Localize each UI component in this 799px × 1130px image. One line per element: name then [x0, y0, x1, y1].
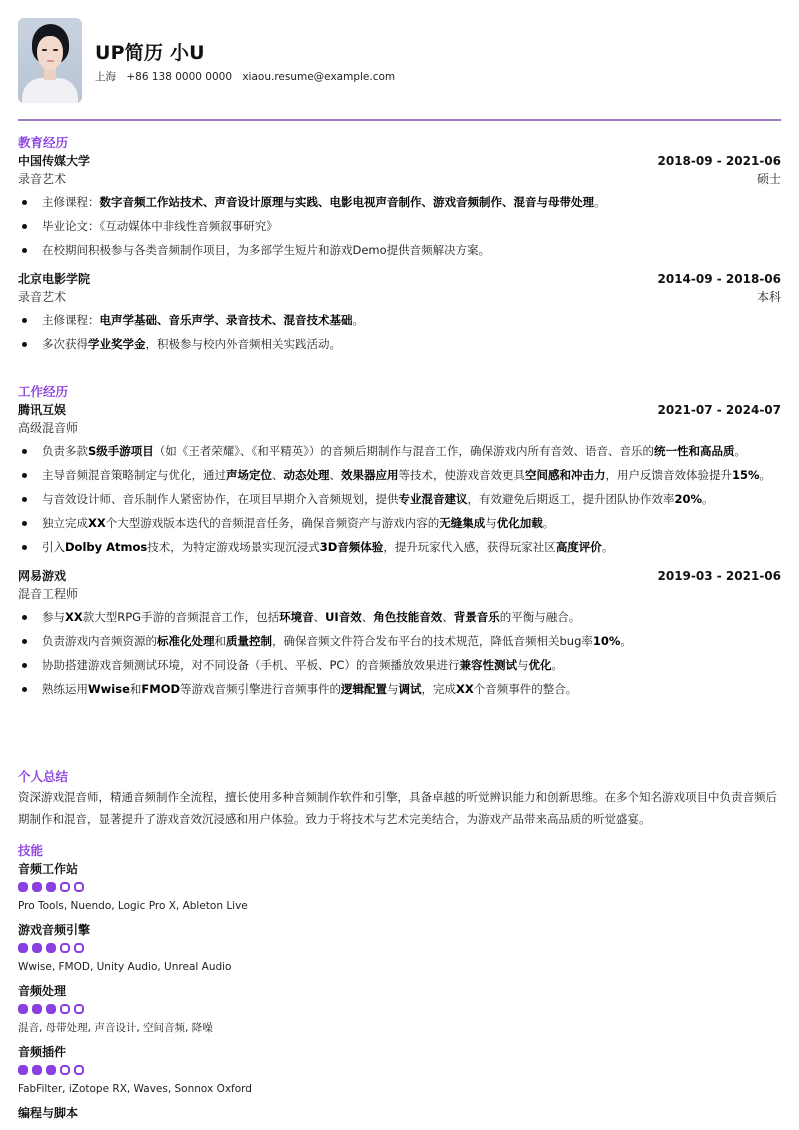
highlight-text: UI音效 [325, 610, 362, 624]
empty-dot-icon [60, 1065, 70, 1075]
work-date: 2019-03 - 2021-06 [657, 569, 781, 583]
skill-level-rating [18, 1000, 781, 1018]
highlight-text: 动态处理 [283, 468, 330, 482]
list-item: 主修课程：数字音频工作站技术、声音设计原理与实践、电影电视声音制作、游戏音频制作、混音与母带处理。 [18, 192, 781, 212]
work-date: 2021-07 - 2024-07 [657, 403, 781, 417]
highlight-text: 效果器应用 [341, 468, 399, 482]
highlight-text: XX [88, 516, 106, 530]
skill-level-rating [18, 1061, 781, 1079]
highlight-text: 环境音 [279, 610, 314, 624]
highlight-text: FMOD [141, 682, 181, 696]
education-entry [18, 270, 781, 354]
skill-level-rating [18, 878, 781, 896]
education-entry [18, 152, 781, 260]
highlight-text: 空间感和冲击力 [525, 468, 606, 482]
list-item: 多次获得学业奖学金，积极参与校内外音频相关实践活动。 [18, 334, 781, 354]
filled-dot-icon [46, 943, 56, 953]
highlight-text: 逻辑配置 [341, 682, 388, 696]
education-title: 教育经历 [18, 135, 69, 150]
filled-dot-icon [46, 1065, 56, 1075]
skills-title: 技能 [18, 843, 44, 858]
skill-level-rating [18, 939, 781, 957]
list-item: 在校期间积极参与各类音频制作项目，为多部学生短片和游戏Demo提供音频解决方案。 [18, 240, 781, 260]
highlight-text: 声场定位 [226, 468, 272, 482]
highlight-text: 学业奖学金 [88, 337, 146, 351]
empty-dot-icon [74, 943, 84, 953]
highlight-text: 无缝集成 [439, 516, 486, 530]
skill-name: 音频插件 [18, 1045, 67, 1059]
bullet-list [18, 192, 781, 260]
highlight-text: 标准化处理 [157, 634, 215, 648]
list-item: 熟练运用Wwise和FMOD等游戏音频引擎进行音频事件的逻辑配置与调试，完成XX个音频事件的整合。 [18, 679, 781, 699]
work-section [18, 383, 781, 703]
avatar-lips [47, 60, 54, 62]
filled-dot-icon [46, 1004, 56, 1014]
highlight-text: 15% [732, 468, 760, 482]
degree: 本科 [756, 290, 781, 304]
company-name: 网易游戏 [18, 569, 67, 583]
major: 录音艺术 [18, 290, 67, 304]
highlight-text: 电声学基础、音乐声学、录音技术、混音技术基础 [99, 313, 353, 327]
highlight-text: 兼容性测试 [459, 658, 517, 672]
skill-tools: FabFilter, iZotope RX, Waves, Sonnox Oxford [18, 1083, 252, 1095]
highlight-text: 角色技能音效 [373, 610, 443, 624]
highlight-text: 10% [592, 634, 621, 648]
filled-dot-icon [32, 882, 42, 892]
bullet-list [18, 607, 781, 699]
highlight-text: S级手游项目 [88, 444, 154, 458]
filled-dot-icon [18, 943, 28, 953]
highlight-text: 数字音频工作站技术、声音设计原理与实践、电影电视声音制作、游戏音频制作、混音与母带处理 [99, 195, 594, 209]
list-item: 参与XX款大型RPG手游的音频混音工作，包括环境音、UI音效、角色技能音效、背景音乐的平衡与融合。 [18, 607, 781, 627]
list-item: 毕业论文：《互动媒体中非线性音频叙事研究》 [18, 216, 781, 236]
header-divider [18, 119, 781, 121]
avatar-eye-right [53, 49, 58, 51]
list-item: 独立完成XX个大型游戏版本迭代的音频混音任务，确保音频资产与游戏内容的无缝集成与优化加载。 [18, 513, 781, 533]
resume-page [18, 0, 781, 1120]
skill-tools: Wwise, FMOD, Unity Audio, Unreal Audio [18, 961, 232, 973]
filled-dot-icon [32, 943, 42, 953]
skill-name: 音频处理 [18, 984, 67, 998]
empty-dot-icon [60, 943, 70, 953]
filled-dot-icon [18, 1004, 28, 1014]
highlight-text: 背景音乐 [453, 610, 500, 624]
empty-dot-icon [74, 882, 84, 892]
work-title: 工作经历 [18, 384, 69, 399]
highlight-text: 专业混音建议 [398, 492, 468, 506]
skill-item [18, 982, 781, 1038]
empty-dot-icon [60, 1004, 70, 1014]
highlight-text: 调试 [398, 682, 422, 696]
list-item: 负责多款S级手游项目（如《王者荣耀》、《和平精英》）的音频后期制作与混音工作，确保游戏内所有音效、语音、音乐的统一性和高品质。 [18, 441, 781, 461]
contact-email[interactable]: xiaou.resume@example.com [242, 71, 396, 83]
highlight-text: 统一性和高品质 [654, 444, 735, 458]
bullet-list [18, 441, 781, 557]
filled-dot-icon [32, 1065, 42, 1075]
filled-dot-icon [18, 882, 28, 892]
highlight-text: 优化加载 [496, 516, 543, 530]
empty-dot-icon [74, 1004, 84, 1014]
contact-location: 上海 [95, 71, 116, 83]
contact-phone: +86 138 0000 0000 [126, 71, 232, 83]
job-role: 混音工程师 [18, 587, 79, 601]
skill-name: 音频工作站 [18, 862, 79, 876]
education-date: 2014-09 - 2018-06 [657, 272, 781, 286]
job-role: 高级混音师 [18, 421, 79, 435]
work-entry [18, 567, 781, 699]
summary-text: 资深游戏混音师，精通音频制作全流程，擅长使用多种音频制作软件和引擎，具备卓越的听觉辨识能力和创新思维。在多个知名游戏项目中负责音频后期制作和混音，显著提升了游戏音效沉浸感和用户体验。致力于将技术与艺术完美结合，为游戏产品带来高品质的听觉盛宴。 [18, 790, 777, 826]
skill-item [18, 921, 781, 977]
summary-section [18, 768, 781, 830]
education-section [18, 134, 781, 358]
highlight-text: XX [456, 682, 474, 696]
highlight-text: 优化 [528, 658, 552, 672]
highlight-text: XX [65, 610, 83, 624]
empty-dot-icon [60, 882, 70, 892]
school-name: 北京电影学院 [18, 272, 91, 286]
filled-dot-icon [32, 1004, 42, 1014]
list-item: 主修课程：电声学基础、音乐声学、录音技术、混音技术基础。 [18, 310, 781, 330]
resume-header [18, 0, 781, 120]
skill-tools: 混音, 母带处理, 声音设计, 空间音频, 降噪 [18, 1022, 213, 1034]
skill-item [18, 860, 781, 916]
major: 录音艺术 [18, 172, 67, 186]
highlight-text: 高度评价 [555, 540, 602, 554]
degree: 硕士 [756, 172, 781, 186]
avatar-eye-left [42, 49, 47, 51]
empty-dot-icon [74, 1065, 84, 1075]
skills-list [18, 860, 781, 1122]
summary-title: 个人总结 [18, 769, 69, 784]
avatar [18, 18, 82, 103]
highlight-text: Wwise [88, 682, 130, 696]
highlight-text: 20% [674, 492, 703, 506]
company-name: 腾讯互娱 [18, 403, 67, 417]
list-item: 主导音频混音策略制定与优化，通过声场定位、动态处理、效果器应用等技术，使游戏音效更具空间感和冲击力，用户反馈音效体验提升15%。 [18, 465, 781, 485]
bullet-list [18, 310, 781, 354]
filled-dot-icon [46, 882, 56, 892]
work-entry [18, 401, 781, 557]
school-name: 中国传媒大学 [18, 154, 91, 168]
skill-name: 游戏音频引擎 [18, 923, 91, 937]
list-item: 协助搭建游戏音频测试环境，对不同设备（手机、平板、PC）的音频播放效果进行兼容性测试与优化。 [18, 655, 781, 675]
skill-item [18, 1104, 781, 1122]
highlight-text: 质量控制 [226, 634, 272, 648]
list-item: 与音效设计师、音乐制作人紧密协作，在项目早期介入音频规划，提供专业混音建议，有效避免后期返工，提升团队协作效率20%。 [18, 489, 781, 509]
skill-tools: Pro Tools, Nuendo, Logic Pro X, Ableton Live [18, 900, 248, 912]
highlight-text: Dolby Atmos [65, 540, 148, 554]
avatar-face [37, 36, 63, 70]
highlight-text: 3D音频体验 [319, 540, 384, 554]
list-item: 负责游戏内音频资源的标准化处理和质量控制，确保音频文件符合发布平台的技术规范，降低音频相关bug率10%。 [18, 631, 781, 651]
avatar-body [22, 78, 78, 103]
list-item: 引入Dolby Atmos技术，为特定游戏场景实现沉浸式3D音频体验，提升玩家代入感，获得玩家社区高度评价。 [18, 537, 781, 557]
skill-name: 编程与脚本 [18, 1106, 79, 1120]
education-date: 2018-09 - 2021-06 [657, 154, 781, 168]
contact-line [95, 69, 402, 84]
filled-dot-icon [18, 1065, 28, 1075]
skill-item [18, 1043, 781, 1099]
skills-section [18, 842, 781, 1127]
candidate-name: UP简历 小U [95, 42, 205, 64]
